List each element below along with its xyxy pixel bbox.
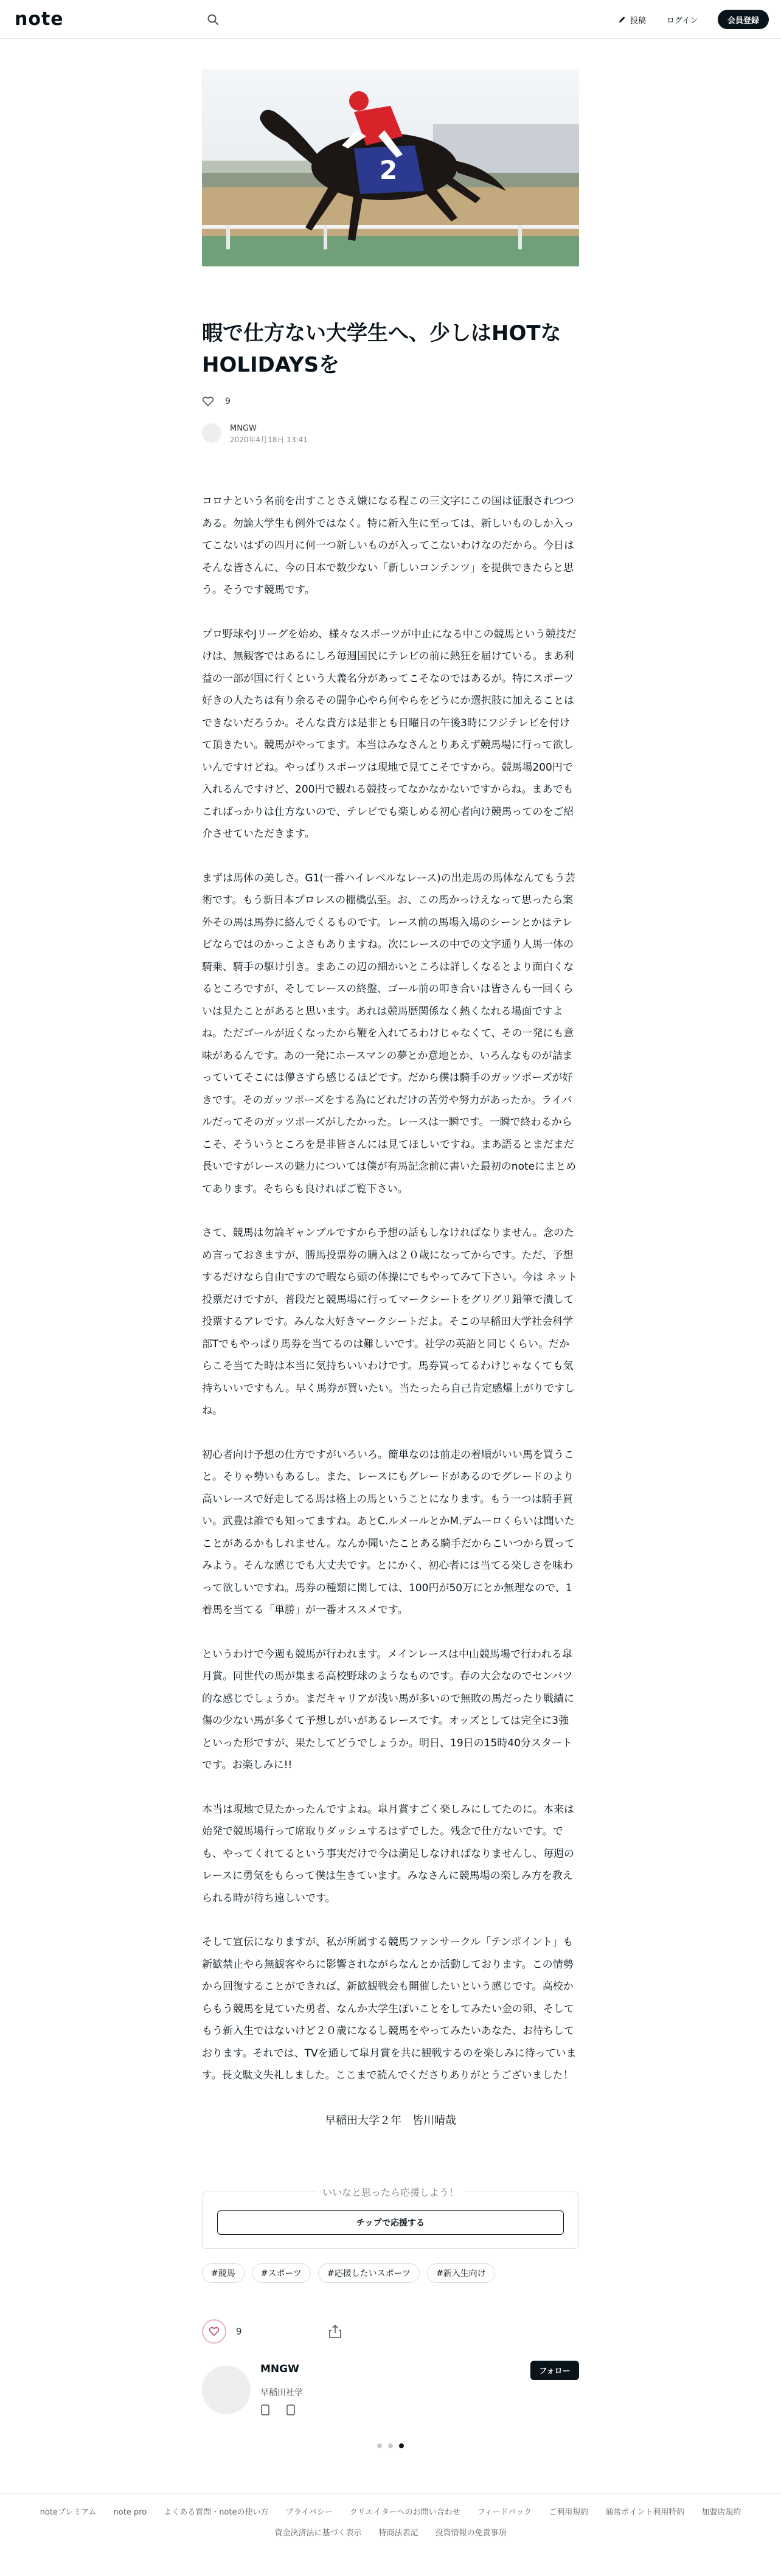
post-button[interactable] [613, 11, 651, 28]
action-bar [202, 2317, 579, 2346]
avatar[interactable] [202, 423, 221, 443]
footer-link[interactable]: noteプレミアム [40, 2507, 97, 2517]
heart-icon[interactable] [202, 395, 214, 408]
carousel-dot[interactable] [388, 2443, 393, 2448]
author-row [202, 423, 579, 453]
paragraph: コロナという名前を出すことさえ嫌になる程この三文字にこの国は征服されつつある。勿論大学生も例外ではなく。特に新入生に至っては、新しいものしか入ってこないはずの四月に何一つ新しいものが入ってこないわけなのだから。今日はそんな皆さんに、今の日本で数少ない「新しいコンテンツ」を提供できたらと思う。そうです競馬です。 [202, 495, 574, 596]
paragraph: 本当は現地で見たかったんですよね。皐月賞すごく楽しみにしてたのに。本来は始発で競馬場行って席取りダッシュするはずでした。残念で仕方ないです。でも、やってくれてるという事実だけで今は満足しなければなりませんし、毎週のレースに勇気をもらって僕は生きています。みなさんに競馬場の楽しみ方を教えられる時が待ち遠しいです。 [202, 1803, 574, 1904]
footer-links [13, 2506, 768, 2540]
footer-link[interactable]: 通常ポイント利用特約 [605, 2507, 685, 2517]
author-card [202, 2361, 579, 2428]
tag[interactable]: #競馬 [202, 2263, 245, 2283]
footer-link[interactable]: よくある質問・noteの使い方 [164, 2507, 269, 2517]
carousel-dots [202, 2440, 579, 2452]
share-icon[interactable] [328, 2324, 342, 2339]
top-header [0, 0, 781, 39]
support-prompt: いいなと思ったら応援しよう！ [316, 2187, 465, 2198]
footer-link[interactable]: 特商法表記 [378, 2528, 418, 2538]
paragraph: まずは馬体の美しさ。G1(一番ハイレベルなレース)の出走馬の馬体なんてもう芸術です。もう新日本プロレスの棚橋弘至。お、この馬かっけえなって思ったら案外その馬は馬券に絡んでくるものです。レース前の馬場入場のシーンとかはテレビならではのかっこよさもありますね。次にレースの中での文字通り人馬一体の騎乗、騎手の駆け引き。まあこの辺の細かいところは詳しくなるとより面白くなるところですが、そしてレースの終盤、ゴール前の叩き合いは皆さんも一回くらいは見たことがあると思います。あれは競馬歴関係なく熱くなれる場面ですよね。ただゴールが近くなったから鞭を入れてるわけじゃなくて、その一発にも意味があるんです。あの一発にホースマンの夢とか意地とか、いろんなものが詰まっていてそこには儚さすら感じるほどです。だから僕は騎手のガッツポーズが好きです。そのガッツポーズをする為にどれだけの苦労や努力があったか。ライバルだってそのガッツポーズがしたかった。レースは一瞬です。一瞬で終わるからこそ、そういうところを是非皆さんには見てほしいですね。まあ語るとまだまだ長いですがレースの魅力については僕が有馬記念前に書いた最初のnoteにまとめてあります。そちらも良ければご覧下さい。 [202, 872, 577, 1195]
heart-icon [209, 2326, 220, 2337]
author-social-links [260, 2403, 296, 2417]
author-description: 早稲田社学 [260, 2387, 303, 2398]
footer-link[interactable]: note pro [113, 2507, 147, 2517]
article-body [202, 490, 579, 2133]
signup-button[interactable]: 会員登録 [718, 10, 769, 29]
svg-text:2: 2 [380, 155, 398, 185]
footer-link[interactable]: クリエイターへのお問い合わせ [349, 2507, 460, 2517]
footer [0, 2493, 781, 2564]
tag[interactable]: #新入生向け [427, 2263, 495, 2283]
carousel-dot[interactable] [377, 2443, 382, 2448]
tip-button[interactable]: チップで応援する [217, 2210, 564, 2235]
author-name[interactable]: MNGW [260, 2362, 299, 2375]
tag[interactable]: #応援したいスポーツ [318, 2263, 420, 2283]
publish-date: 2020年4月18日 13:41 [230, 436, 308, 444]
pencil-icon [618, 15, 627, 24]
racehorse-illustration [202, 69, 579, 266]
tag[interactable]: #スポーツ [252, 2263, 311, 2283]
tag-list [202, 2263, 579, 2285]
like-count: 9 [225, 397, 231, 406]
link-icon[interactable] [286, 2403, 296, 2417]
article-title: 暇で仕方ない大学生へ、少しはHOTなHOLIDAYSを [202, 321, 561, 377]
follow-button[interactable]: フォロー [530, 2361, 579, 2380]
like-row [202, 393, 579, 410]
footer-link[interactable]: 加盟店規約 [701, 2507, 741, 2517]
paragraph: 初心者向け予想の仕方ですがいろいろ。簡単なのは前走の着順がいい馬を買うこと。そりゃ勢いもあるし。また、レースにもグレードがあるのでグレードのより高いレースで好走してる馬は格上の馬ということになります。もう一つは騎手買い。武豊は誰でも知ってますね。あとC.ルメールとかM.デムーロくらいは聞いたことがあるかもしれません。なんか聞いたことある騎手だからこいつから買ってみよう。そんな感じでも大丈夫です。とにかく、初心者には当てる楽しさを味わって欲しいですね。馬券の種類に関しては、100円が50万にとか無理なので、1着馬を当てる「単勝」が一番オススメです。 [202, 1448, 575, 1616]
footer-link[interactable]: フィードバック [477, 2507, 532, 2517]
paragraph: というわけで今週も競馬が行われます。メインレースは中山競馬場で行われる皐月賞。同世代の馬が集まる高校野球のようなものです。春の大会なのでセンバツ的な感じでしょうか。まだキャリアが浅い馬が多いので無敗の馬だったり戦績に傷の少ない馬が多くて予想しがいがあるレースです。オッズとしては完全に3強といった形ですが、果たしてどうでしょうか。明日、19日の15時40分スタートです。お楽しみに!! [202, 1648, 574, 1771]
avatar[interactable] [202, 2366, 251, 2414]
signature: 早稲田大学２年 皆川晴哉 [325, 2114, 456, 2127]
search-icon[interactable] [207, 13, 219, 26]
author-name[interactable]: MNGW [230, 424, 257, 433]
article [202, 69, 579, 2452]
support-box [202, 2186, 579, 2249]
paragraph: さて、競馬は勿論ギャンブルですから予想の話もしなければなりません。念のため言っておきますが、勝馬投票券の購入は２０歳になってからです。ただ、予想するだけなら自由ですので暇なら頭の体操にでもやってみて下さい。今は ネット投票だけですが、普段だと競馬場に行ってマークシートをグリグリ鉛筆で潰して投票するアレです。みんな大好きマークシートだよ。そこの早稲田大学社会科学部Tでもやっぱり馬券を当てるのは難しいです。社学の英語と同じくらい。だからこそ当てた時は本当に気持ちいいわけです。馬券買ってるわけじゃなくても気持ちいいですもん。早く馬券が買いたい。当たったら自己肯定感爆上がりですしね。 [202, 1227, 578, 1417]
footer-link[interactable]: プライバシー [285, 2507, 333, 2517]
footer-link[interactable]: 投資情報の免責事項 [435, 2528, 507, 2538]
footer-link[interactable]: ご利用規約 [549, 2507, 589, 2517]
paragraph: プロ野球やJリーグを始め、様々なスポーツが中止になる中この競馬という競技だけは、無観客ではあるにしろ毎週国民にテレビの前に熱狂を届けている。まあ利益の一部が国に行くという大義名分があってこそなのではあるが。特にスポーツ好きの人たちは有り余るその闘争心やら何やらをどうにか選択肢に加えることはできないだろうか。そんな貴方は是非とも日曜日の午後3時にフジテレビを付けて頂きたい。競馬がやってます。本当はみなさんとりあえず競馬場に行って欲しいんですけどね。やっぱりスポーツは現地で見てこそですから。競馬場200円で入れるんですけど、200円で観れる競技ってなかなかないですからね。まあでもこればっかりは仕方ないので、テレビでも楽しめる初心者向け競馬ってのをご紹介させていただきます。 [202, 628, 577, 840]
link-icon[interactable] [260, 2403, 270, 2417]
post-button-label: 投稿 [630, 16, 647, 26]
note-logo[interactable]: note [15, 9, 64, 30]
like-button[interactable] [202, 2319, 226, 2344]
footer-link[interactable]: 資金決済法に基づく表示 [274, 2528, 362, 2538]
carousel-dot-active[interactable] [399, 2443, 404, 2448]
hero-image [202, 69, 579, 266]
paragraph: そして宣伝になりますが、私が所属する競馬ファンサークル「テンポイント」も新歓禁止やら無観客やらに影響されながらなんとか活動しております。この情勢から回復することができれば、新歓観戦会も開催したいという感じです。高校からもう競馬を見ていた勇者、なんか大学生ぽいことをしてみたい金の卵、そしてもう新入生ではないけど２０歳になるし競馬をやってみたいあなた、お待ちしております。それでは、TVを通して皐月賞を共に観戦するのを楽しみに待っています。長文駄文失礼しました。ここまで読んでくださりありがとうございました！ [202, 1936, 577, 2081]
like-count: 9 [236, 2325, 242, 2337]
login-button[interactable]: ログイン [667, 16, 698, 26]
